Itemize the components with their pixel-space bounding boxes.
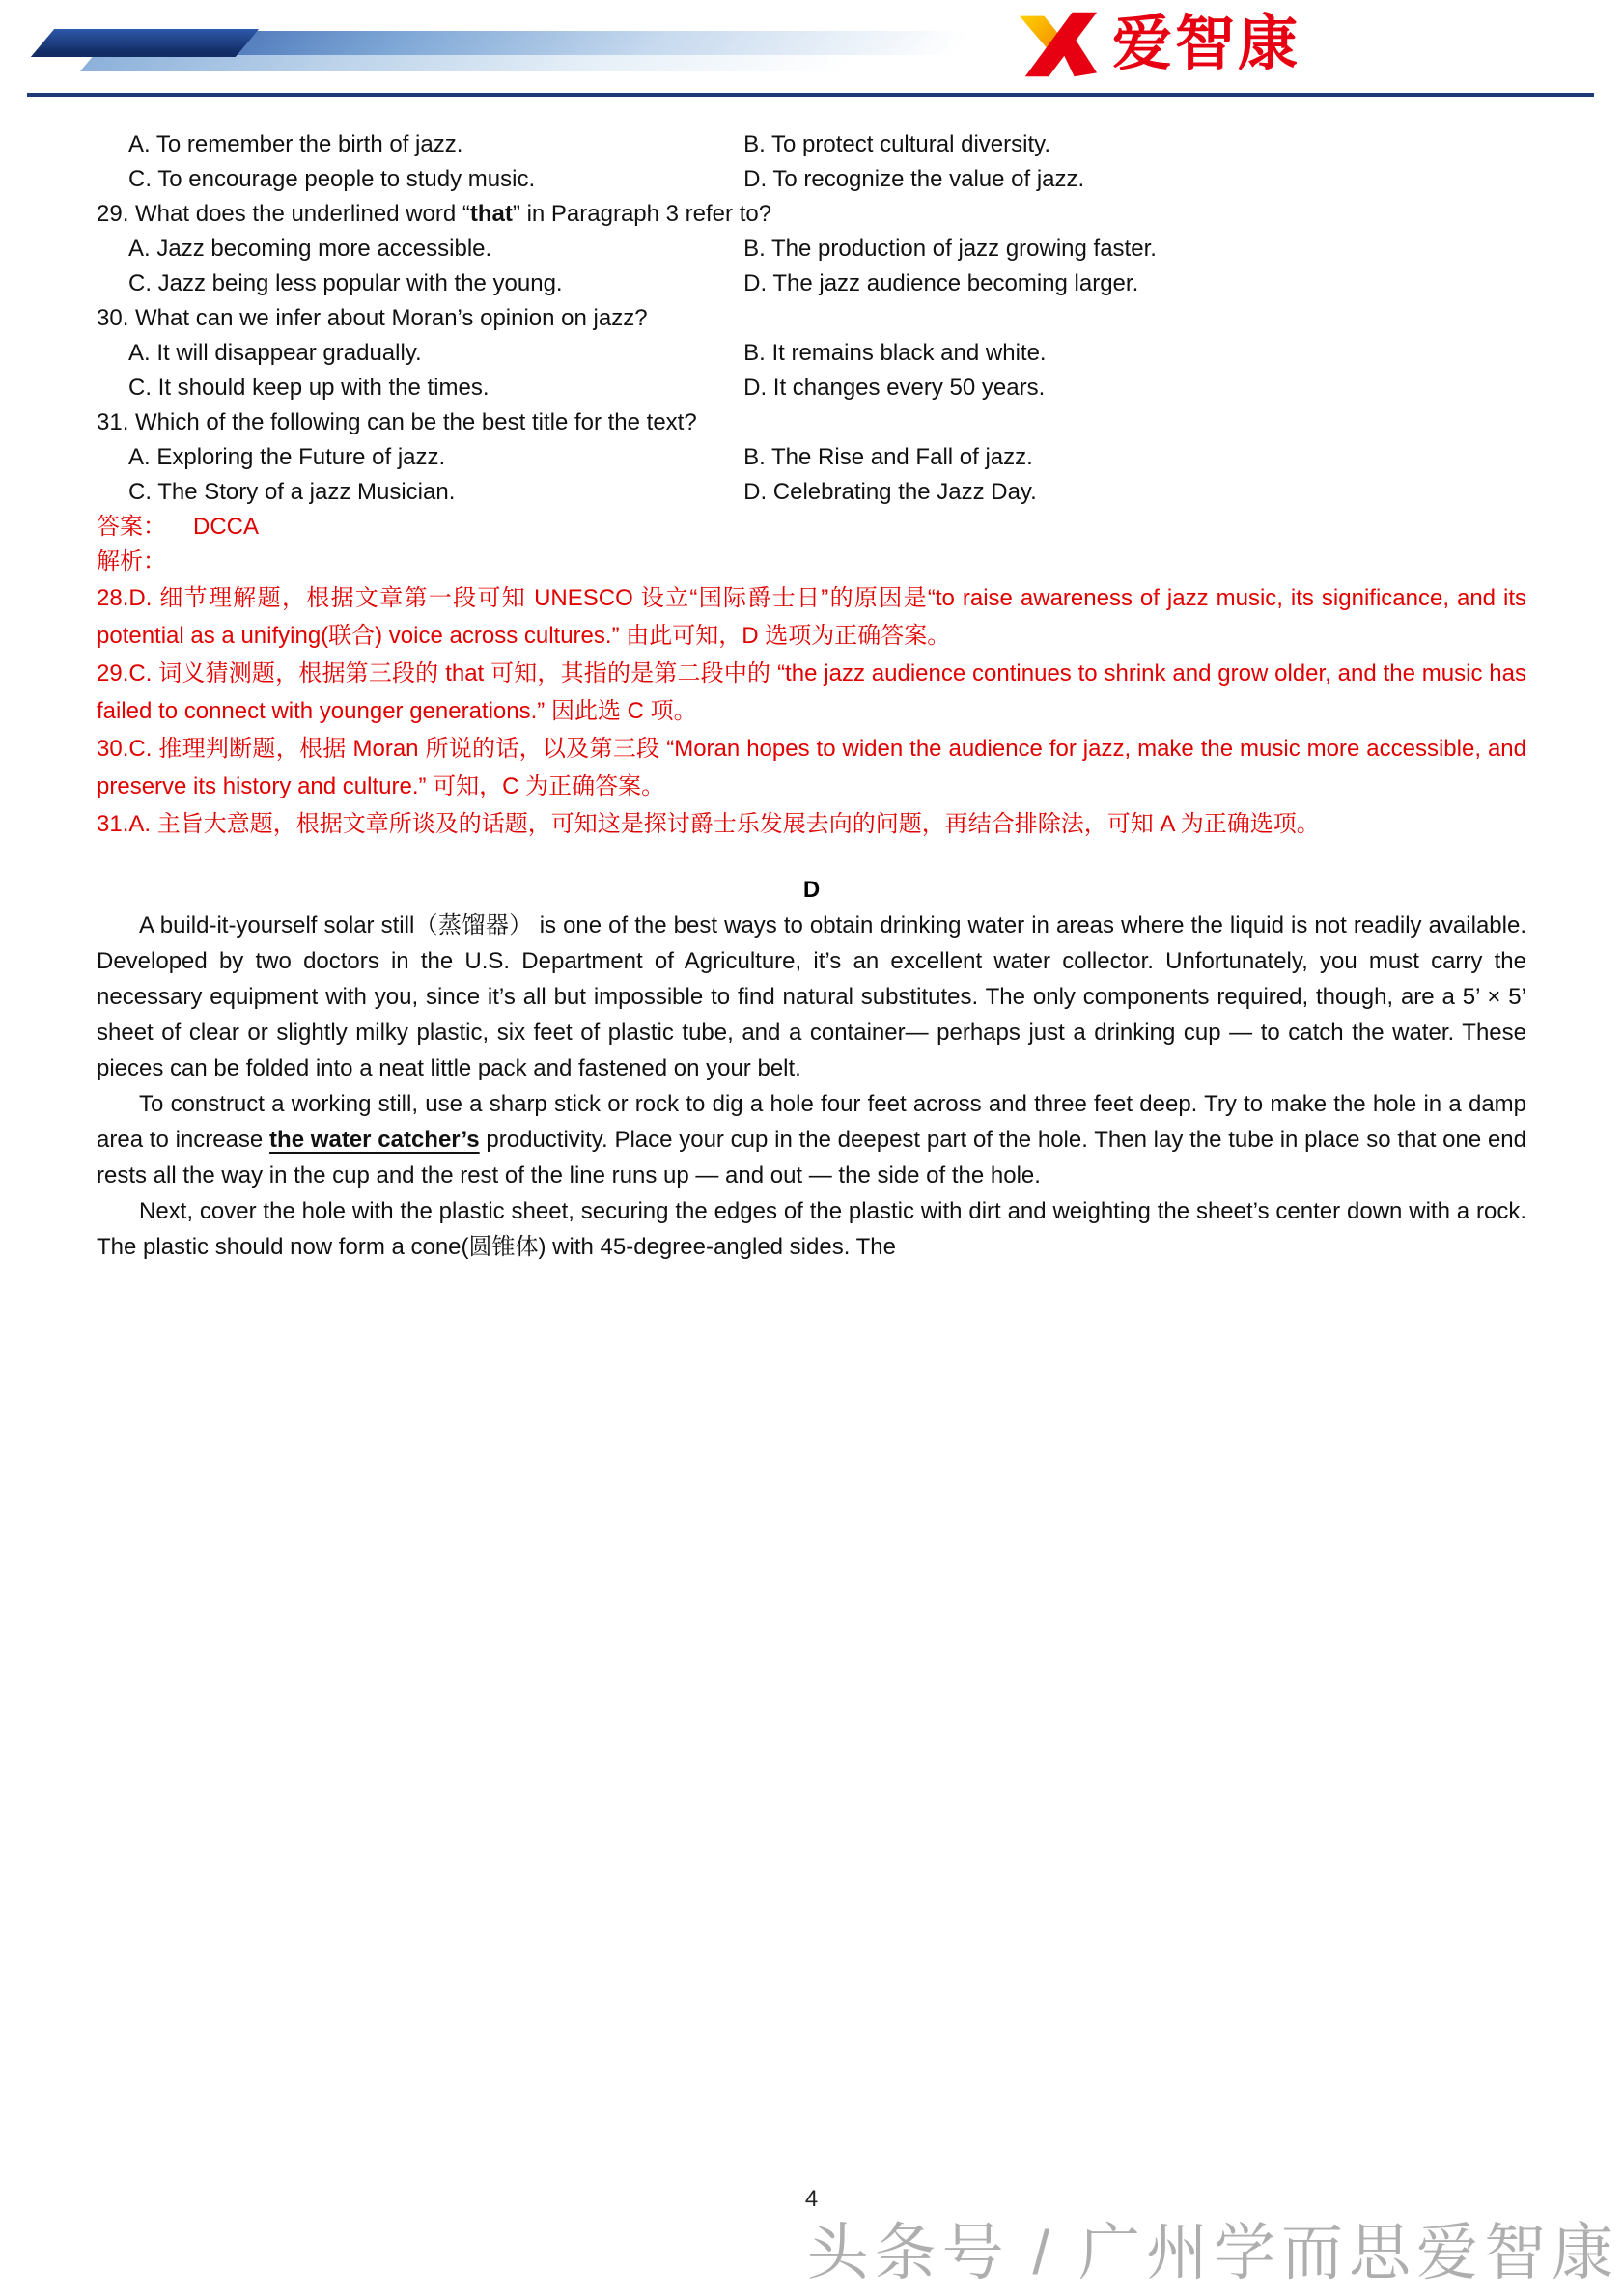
stem-text: ” in Paragraph 3 refer to? (512, 201, 772, 227)
option-row (97, 371, 1526, 406)
option-c: C. The Story of a jazz Musician. (128, 479, 456, 505)
option-a: A. To remember the birth of jazz. (128, 131, 463, 157)
watermark: 头条号 / 广州学而思爱智康 (806, 2218, 1619, 2287)
passage-paragraph-1: A build-it-yourself solar still（蒸馏器） is one of the best ways to obtain drinking water in areas where the liquid is not readily available. Developed by two doctors in the U.S. Department of Agriculture, it’s an excellent water collector. Unfortunately, you must carry the necessary equipment with you, since it’s all but impossible to find natural substitutes. The only components required, though, are a 5’ × 5’ sheet of clear or slightly milky plastic, six feet of plastic tube, and a container— perhaps just a drinking cup — to catch the water. These pieces can be folded into a neat little pack and fastened on your belt. (97, 912, 1526, 1081)
explanation-30: 30.C. 推理判断题，根据 Moran 所说的话，以及第三段 “Moran hopes to widen the audience for jazz, make the music more accessible, and preserve its history and culture.” 可知，C 为正确答案。 (97, 736, 1526, 799)
option-row (97, 440, 1526, 475)
question-30-stem: 30. What can we infer about Moran’s opinion on jazz? (97, 305, 648, 331)
answer-label: 答案： (97, 514, 166, 540)
option-row (97, 162, 1526, 197)
option-b: B. It remains black and white. (743, 340, 1047, 366)
explanation-28: 28.D. 细节理解题，根据文章第一段可知 UNESCO 设立“国际爵士日”的原因是“to raise awareness of jazz music, its significance, and its potential as a unifying(联合) voice across cultures.” 由此可知，D 选项为正确答案。 (97, 585, 1526, 649)
header-divider (27, 93, 1594, 97)
passage-text: productivity. Place your cup in the deepest part of the hole. Then lay the tube in place so that one end rests all the way in the cup and the rest of the line runs up — and out — the side of the hole. (97, 1127, 1526, 1189)
section-label: D (802, 877, 821, 903)
analysis-label-line (97, 545, 1526, 579)
option-row (97, 336, 1526, 371)
option-row (97, 232, 1526, 266)
ribbon-band-lighter (80, 55, 924, 71)
answer-key-line (97, 510, 1526, 545)
option-b: B. The Rise and Fall of jazz. (743, 444, 1033, 470)
brand-logo (1016, 6, 1301, 83)
ribbon-band-dark (31, 29, 259, 57)
option-d: D. Celebrating the Jazz Day. (743, 479, 1037, 505)
analysis-section (97, 579, 1526, 843)
option-b: B. To protect cultural diversity. (743, 131, 1051, 157)
explanation-31: 31.A. 主旨大意题，根据文章所谈及的话题，可知这是探讨爵士乐发展去向的问题，再结合排除法，可知 A 为正确选项。 (97, 811, 1320, 837)
passage-paragraph-3: Next, cover the hole with the plastic sheet, securing the edges of the plastic with dirt and weighting the sheet’s center down with a rock. The plastic should now form a cone(圆锥体) with 45-degree-angled sides. The (97, 1198, 1526, 1260)
underlined-phrase: the water catcher’s (269, 1127, 480, 1153)
option-d: D. It changes every 50 years. (743, 375, 1046, 401)
stem-text: 29. What does the underlined word “ (97, 201, 470, 227)
page-header (0, 0, 1623, 100)
explanation-29: 29.C. 词义猜测题，根据第三段的 that 可知，其指的是第二段中的 “the jazz audience continues to shrink and grow older, and the music has failed to connect with younger generations.” 因此选 C 项。 (97, 660, 1526, 724)
ribbon-band-light (145, 31, 1024, 55)
answer-value: DCCA (193, 514, 260, 540)
page-content (97, 127, 1526, 1265)
option-row (97, 266, 1526, 301)
option-row (97, 127, 1526, 162)
reading-passage-d (97, 872, 1526, 1265)
option-c: C. It should keep up with the times. (128, 375, 490, 401)
brand-name: 爱智康 (1112, 11, 1301, 77)
brand-logo-icon (1016, 6, 1101, 83)
question-block (97, 127, 1526, 510)
header-ribbon-graphic (29, 29, 1033, 79)
option-b: B. The production of jazz growing faster. (743, 236, 1157, 262)
option-c: C. Jazz being less popular with the young. (128, 270, 563, 296)
option-d: D. To recognize the value of jazz. (743, 166, 1085, 192)
passage-paragraph-2 (97, 1086, 1526, 1193)
page-number: 4 (804, 2186, 819, 2212)
question-29-stem (97, 197, 1526, 232)
passage-text: To construct a working still, use a sharp stick or rock to dig a hole four feet across and three feet deep. Try to make the hole in a damp area to increase (97, 1091, 1526, 1153)
option-c: C. To encourage people to study music. (128, 166, 536, 192)
option-a: A. Jazz becoming more accessible. (128, 236, 492, 262)
option-d: D. The jazz audience becoming larger. (743, 270, 1139, 296)
underlined-word: that (469, 201, 513, 227)
option-a: A. It will disappear gradually. (128, 340, 422, 366)
question-31-stem: 31. Which of the following can be the best title for the text? (97, 409, 697, 435)
option-a: A. Exploring the Future of jazz. (128, 444, 446, 470)
analysis-label: 解析： (97, 548, 166, 574)
option-row (97, 475, 1526, 510)
